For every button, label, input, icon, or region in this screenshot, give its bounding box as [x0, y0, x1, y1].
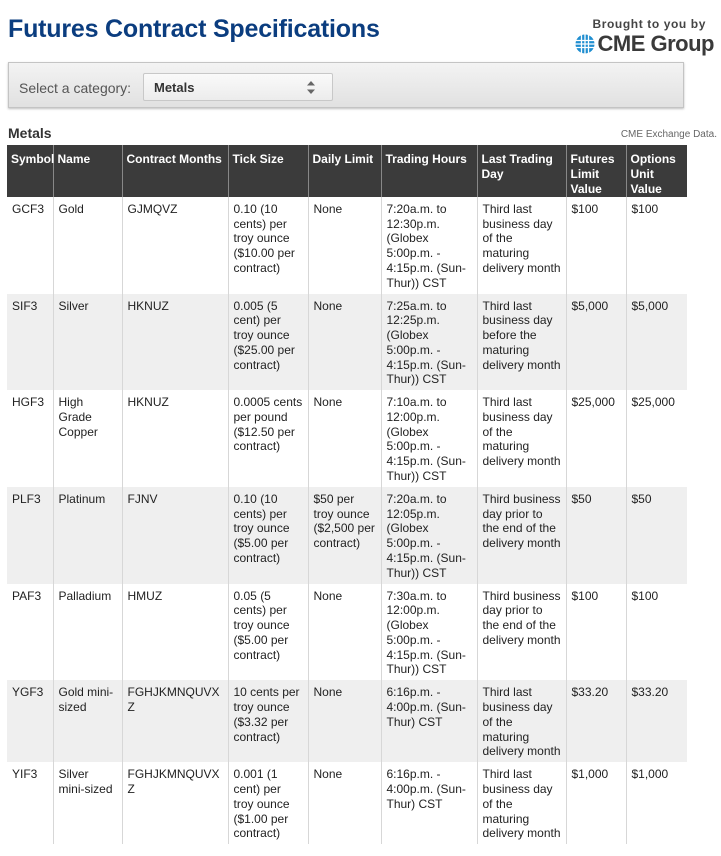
col-header-tick: Tick Size [228, 145, 308, 197]
cell-symbol: HGF3 [7, 390, 53, 487]
cell-months: HKNUZ [122, 390, 228, 487]
cell-name: High Grade Copper [53, 390, 122, 487]
cell-symbol: GCF3 [7, 197, 53, 294]
category-label: Select a category: [19, 80, 132, 96]
cell-limit: None [308, 390, 381, 487]
table-row [7, 197, 687, 294]
cell-last-day: Third business day prior to the end of the delivery month [477, 487, 566, 584]
cell-name: Gold [53, 197, 122, 294]
cell-tick: 0.001 (1 cent) per troy ounce ($1.00 per contract) [228, 762, 308, 844]
table-row [7, 487, 687, 584]
brand-name: CME Group [597, 31, 714, 56]
cell-options-unit: $100 [626, 197, 687, 294]
cell-symbol: SIF3 [7, 294, 53, 391]
cell-hours: 7:20a.m. to 12:30p.m. (Globex 5:00p.m. - 4:15p.m. (Sun-Thur)) CST [381, 197, 477, 294]
table-row [7, 762, 687, 844]
col-header-months: Contract Months [122, 145, 228, 197]
cell-options-unit: $25,000 [626, 390, 687, 487]
cell-hours: 6:16p.m. - 4:00p.m. (Sun-Thur) CST [381, 762, 477, 844]
cell-hours: 7:25a.m. to 12:25p.m. (Globex 5:00p.m. - 4:15p.m. (Sun-Thur)) CST [381, 294, 477, 391]
cell-futures-limit: $1,000 [566, 762, 626, 844]
cell-limit: $50 per troy ounce ($2,500 per contract) [308, 487, 381, 584]
cell-tick: 0.10 (10 cents) per troy ounce ($5.00 per contract) [228, 487, 308, 584]
cell-futures-limit: $33.20 [566, 680, 626, 762]
cell-limit: None [308, 197, 381, 294]
table-row [7, 390, 687, 487]
category-select[interactable] [143, 73, 333, 101]
cell-months: FGHJKMNQUVXZ [122, 762, 228, 844]
cme-logo[interactable] [575, 32, 715, 56]
cell-tick: 10 cents per troy ounce ($3.32 per contract) [228, 680, 308, 762]
cell-symbol: PLF3 [7, 487, 53, 584]
cell-name: Gold mini-sized [53, 680, 122, 762]
source-note: CME Exchange Data. [620, 129, 717, 140]
brought-to-you-label: Brought to you by [592, 17, 706, 31]
table-row [7, 680, 687, 762]
cell-tick: 0.05 (5 cents) per troy ounce ($5.00 per contract) [228, 584, 308, 681]
cell-last-day: Third last business day before the maturing delivery month [477, 294, 566, 391]
cell-name: Platinum [53, 487, 122, 584]
cell-futures-limit: $100 [566, 584, 626, 681]
category-bar [8, 62, 684, 108]
cell-options-unit: $100 [626, 584, 687, 681]
cell-months: FGHJKMNQUVXZ [122, 680, 228, 762]
col-header-symbol: Symbol [7, 145, 53, 197]
col-header-hours: Trading Hours [381, 145, 477, 197]
cell-limit: None [308, 680, 381, 762]
cell-limit: None [308, 294, 381, 391]
cell-tick: 0.10 (10 cents) per troy ounce ($10.00 per contract) [228, 197, 308, 294]
cell-months: HKNUZ [122, 294, 228, 391]
globe-icon [575, 34, 595, 54]
table-row [7, 584, 687, 681]
cell-last-day: Third last business day of the maturing delivery month [477, 762, 566, 844]
cell-limit: None [308, 584, 381, 681]
cell-tick: 0.0005 cents per pound ($12.50 per contract) [228, 390, 308, 487]
section-title: Metals [8, 125, 52, 141]
cell-name: Palladium [53, 584, 122, 681]
table-header-row [7, 145, 687, 197]
cell-last-day: Third last business day of the maturing delivery month [477, 680, 566, 762]
cell-last-day: Third last business day of the maturing delivery month [477, 390, 566, 487]
col-header-last-day: Last Trading Day [477, 145, 566, 197]
updown-arrows-icon [307, 81, 315, 94]
cell-hours: 7:20a.m. to 12:05p.m. (Globex 5:00p.m. - 4:15p.m. (Sun-Thur)) CST [381, 487, 477, 584]
cell-months: GJMQVZ [122, 197, 228, 294]
table-row [7, 294, 687, 391]
cell-symbol: YIF3 [7, 762, 53, 844]
cell-name: Silver mini-sized [53, 762, 122, 844]
page-title: Futures Contract Specifications [8, 15, 380, 43]
cell-months: FJNV [122, 487, 228, 584]
cell-last-day: Third business day prior to the end of the delivery month [477, 584, 566, 681]
cell-hours: 6:16p.m. - 4:00p.m. (Sun-Thur) CST [381, 680, 477, 762]
page-header [0, 0, 721, 58]
cell-options-unit: $33.20 [626, 680, 687, 762]
col-header-futures-limit: Futures Limit Value [566, 145, 626, 197]
cell-futures-limit: $5,000 [566, 294, 626, 391]
specs-table [7, 145, 687, 844]
cell-options-unit: $1,000 [626, 762, 687, 844]
sponsor-brand[interactable] [554, 17, 714, 57]
cell-options-unit: $50 [626, 487, 687, 584]
cell-symbol: PAF3 [7, 584, 53, 681]
cell-months: HMUZ [122, 584, 228, 681]
col-header-options-unit: Options Unit Value [626, 145, 687, 197]
cell-futures-limit: $25,000 [566, 390, 626, 487]
col-header-limit: Daily Limit [308, 145, 381, 197]
cell-futures-limit: $50 [566, 487, 626, 584]
cell-hours: 7:10a.m. to 12:00p.m. (Globex 5:00p.m. - 4:15p.m. (Sun-Thur)) CST [381, 390, 477, 487]
cell-name: Silver [53, 294, 122, 391]
cell-hours: 7:30a.m. to 12:00p.m. (Globex 5:00p.m. - 4:15p.m. (Sun-Thur)) CST [381, 584, 477, 681]
category-selected-value: Metals [154, 80, 195, 95]
cell-options-unit: $5,000 [626, 294, 687, 391]
cell-tick: 0.005 (5 cent) per troy ounce ($25.00 per contract) [228, 294, 308, 391]
cell-limit: None [308, 762, 381, 844]
col-header-name: Name [53, 145, 122, 197]
cell-symbol: YGF3 [7, 680, 53, 762]
cell-futures-limit: $100 [566, 197, 626, 294]
cell-last-day: Third last business day of the maturing delivery month [477, 197, 566, 294]
